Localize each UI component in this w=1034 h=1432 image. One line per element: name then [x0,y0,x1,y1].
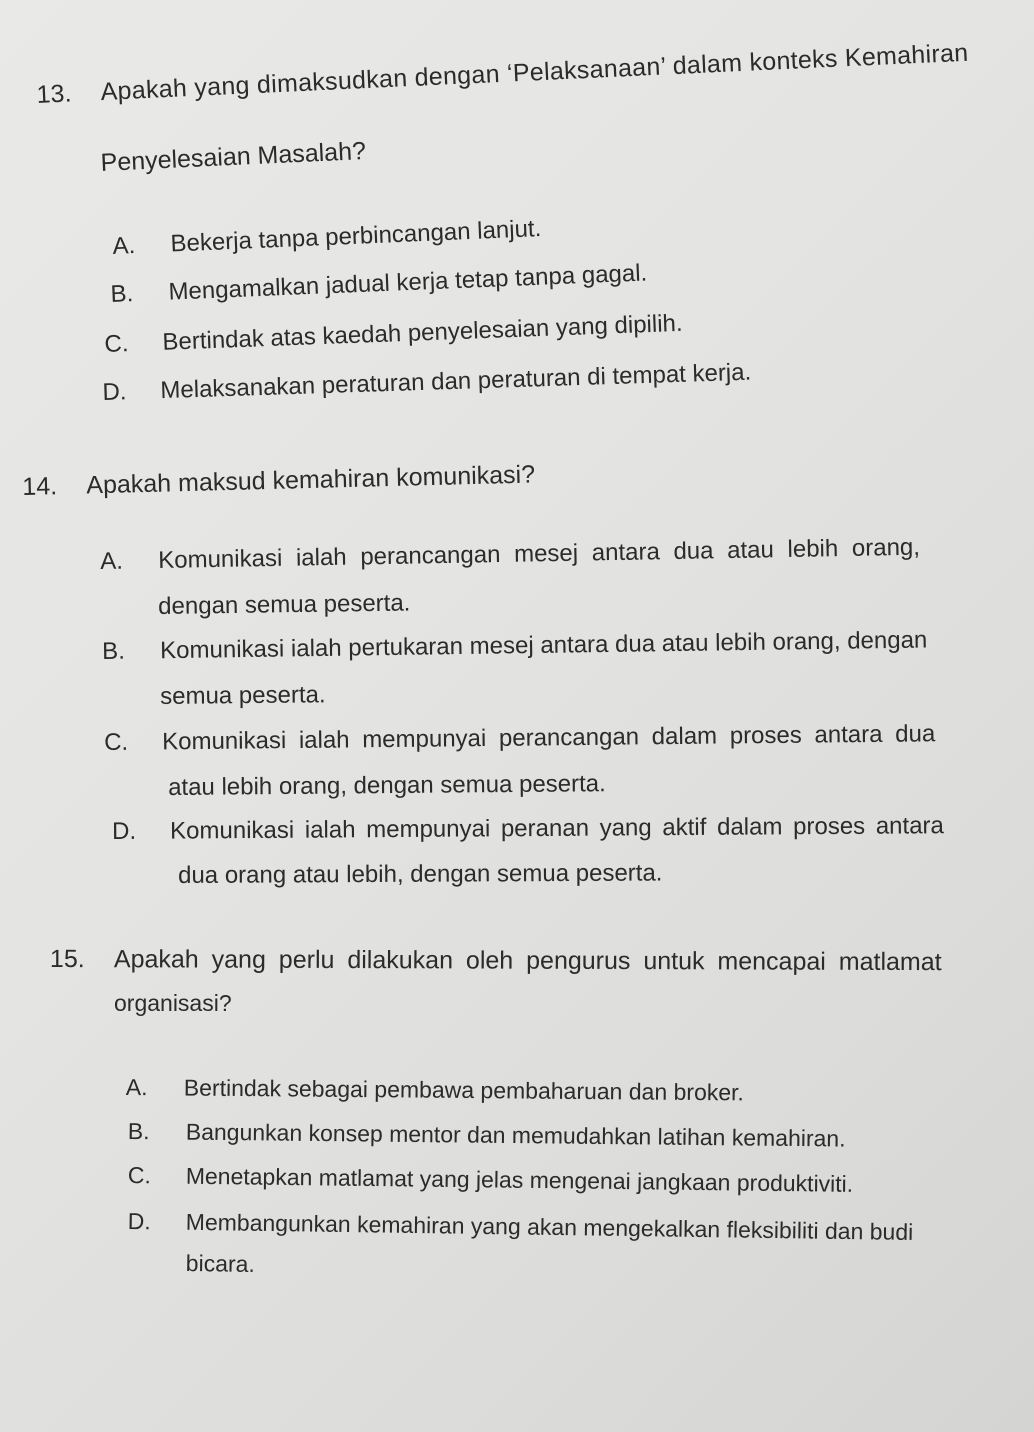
option-letter: B. [127,1117,150,1145]
option-text: Komunikasi ialah mempunyai peranan yang aktif dalam proses antara [170,812,944,845]
question-text: Apakah yang dimaksudkan dengan ‘Pelaksanaan’ dalam konteks Kemahiran [99,38,969,107]
option-b[interactable] [102,625,928,667]
option-letter: B. [102,637,126,665]
option-a-cont [158,588,411,622]
option-d-cont [178,858,663,891]
option-letter: A. [125,1073,148,1101]
option-text-cont: dua orang atau lebih, dengan semua peserta. [178,859,663,889]
question-number: 15. [49,945,85,974]
option-d-cont [186,1248,255,1279]
option-text-cont: atau lebih orang, dengan semua peserta. [168,770,606,801]
option-text-cont: dengan semua peserta. [158,589,411,620]
question-number: 13. [36,79,73,109]
option-d[interactable] [128,1206,914,1247]
question-stem-line1 [50,944,942,977]
question-text: Apakah maksud kemahiran komunikasi? [86,460,536,500]
option-a[interactable] [126,1072,744,1107]
option-text: Mengamalkan jadual kerja tetap tanpa gagal. [167,259,648,306]
option-letter: A. [112,232,136,260]
option-c[interactable] [104,309,683,360]
option-a[interactable] [100,531,1000,577]
option-letter: C. [104,728,129,756]
question-stem-line2 [100,136,367,178]
option-c[interactable] [104,719,935,758]
option-c-cont [168,769,606,803]
question-text-cont: organisasi? [114,990,232,1016]
option-d[interactable] [112,811,944,847]
option-text: Bangunkan konsep mentor dan memudahkan latihan kemahiran. [185,1118,846,1152]
option-text-cont: bicara. [185,1249,256,1277]
question-stem-line1 [36,36,1016,110]
option-text: Komunikasi ialah mempunyai perancangan dalam proses antara dua [162,720,936,756]
option-text: Membangunkan kemahiran yang akan mengekalkan fleksibiliti dan budi [185,1208,914,1245]
option-letter: D. [112,817,137,845]
option-text: Bertindak atas kaedah penyelesaian yang dipilih. [161,309,683,356]
option-letter: C. [104,330,130,358]
option-letter: A. [100,547,124,575]
question-stem-line2 [114,988,232,1018]
option-letter: D. [102,378,127,406]
question-number: 14. [22,472,58,501]
option-text: Menetapkan matlamat yang jelas mengenai jangkaan produktiviti. [185,1162,854,1197]
option-d[interactable] [102,358,752,408]
option-a[interactable] [112,214,542,262]
option-text: Komunikasi ialah pertukaran mesej antara dua atau lebih orang, dengan [160,626,928,665]
question-text: Apakah yang perlu dilakukan oleh pengurus untuk mencapai matlamat [113,945,942,977]
option-b[interactable] [110,258,648,310]
option-b[interactable] [128,1116,846,1154]
option-text: Komunikasi ialah perancangan mesej antara dua atau lebih orang, [158,533,921,574]
question-text-cont: Penyelesaian Masalah? [100,136,367,177]
option-b-cont [160,680,326,712]
option-letter: B. [110,280,134,308]
option-letter: D. [127,1207,151,1235]
option-text: Melaksanakan peraturan dan peraturan di tempat kerja. [160,358,752,405]
option-text: Bertindak sebagai pembawa pembaharuan dan broker. [183,1074,745,1106]
option-c[interactable] [128,1160,854,1199]
question-stem-line1 [22,459,535,502]
option-text-cont: semua peserta. [160,681,326,710]
option-letter: C. [127,1161,151,1189]
option-text: Bekerja tanpa perbincangan lanjut. [169,215,542,258]
